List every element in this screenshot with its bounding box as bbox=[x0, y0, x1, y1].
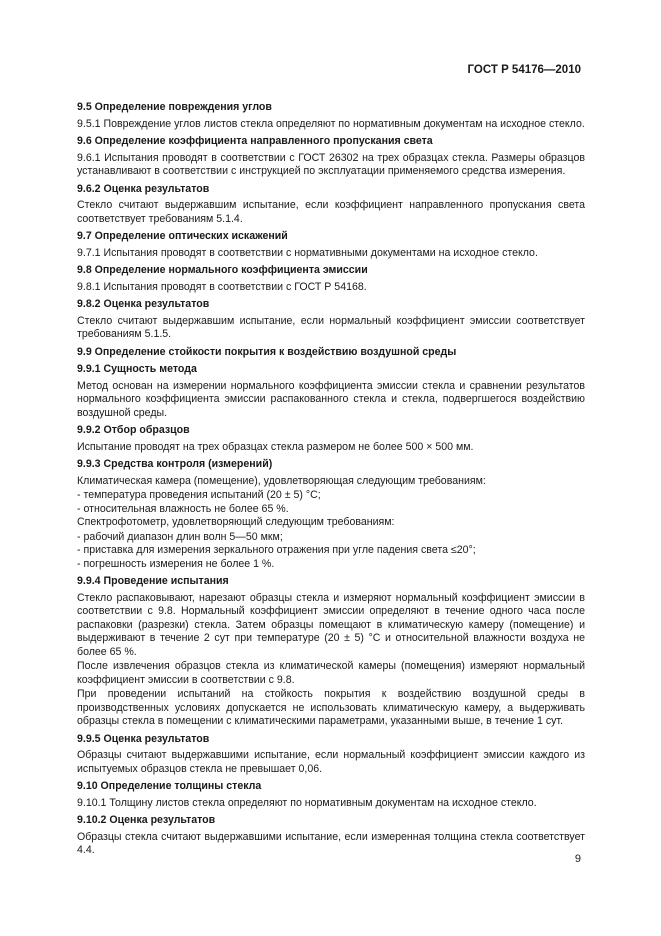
paragraph: Климатическая камера (помещение), удовлетворяющая следующим требованиям: bbox=[77, 474, 486, 487]
paragraph: 9.7.1 Испытания проводят в соответствии с нормативными документами на исходное стекло. bbox=[77, 246, 538, 259]
paragraph: 9.6.1 Испытания проводят в соответствии с ГОСТ 26302 на трех образцах стекла. Размеры образцов устанавливают в соответствии с инструкцией по эксплуатации применяемого средства измерения. bbox=[77, 151, 585, 177]
paragraph: 9.5.1 Повреждение углов листов стекла определяют по нормативным документам на исходное стекло. bbox=[77, 117, 585, 130]
list-item: - приставка для измерения зеркального отражения при угле падения света ≤20°; bbox=[77, 544, 476, 556]
section-heading: 9.9.2 Отбор образцов bbox=[77, 424, 190, 436]
paragraph: При проведении испытаний на стойкость покрытия к воздействию воздушной среды в производственных условиях допускается не использовать климатическую камеру, а выдерживать образцы стекла в помещении с климатическими параметрами, указанными выше, в течение 1 сут. bbox=[77, 688, 585, 727]
section-heading: 9.10 Определение толщины стекла bbox=[77, 780, 262, 792]
section-heading: 9.8.2 Оценка результатов bbox=[77, 298, 210, 310]
section-heading: 9.9.3 Средства контроля (измерений) bbox=[77, 458, 273, 470]
paragraph: После извлечения образцов стекла из климатической камеры (помещения) измеряют нормальный коэффициент эмиссии в соответствии с 9.8. bbox=[77, 660, 585, 686]
standard-header: ГОСТ Р 54176—2010 bbox=[467, 64, 581, 76]
list-item: - рабочий диапазон длин волн 5—50 мкм; bbox=[77, 530, 283, 543]
paragraph: Метод основан на измерении нормального коэффициента эмиссии стекла и сравнении результатов нормального коэффициента эмиссии распакованного стекла и стекла, подвергшегося воздействию воздушной среды. bbox=[77, 379, 585, 419]
paragraph: 9.8.1 Испытания проводят в соответствии с ГОСТ Р 54168. bbox=[77, 280, 367, 293]
paragraph: 9.10.1 Толщину листов стекла определяют по нормативным документам на исходное стекло. bbox=[77, 796, 537, 809]
document-body bbox=[77, 97, 585, 859]
paragraph: Стекло считают выдержавшим испытание, если нормальный коэффициент эмиссии соответствует требованиям 5.1.5. bbox=[77, 314, 585, 340]
page-number: 9 bbox=[574, 853, 581, 865]
paragraph: Испытание проводят на трех образцах стекла размером не более 500 × 500 мм. bbox=[77, 440, 474, 453]
paragraph: Стекло распаковывают, нарезают образцы стекла и измеряют нормальный коэффициент эмиссии в соответствии с 9.8. Нормальный коэффициент эмиссии определяют в течение одного часа после распаковки (разрезки) стекла. Затем образцы помещают в климатическую камеру (помещение) и выдерживают в течение 2 сут при температуре (20 ± 5) °С и относительной влажности воздуха не более 65 %. bbox=[77, 591, 585, 658]
list-item: - погрешность измерения не более 1 %. bbox=[77, 557, 275, 570]
section-heading: 9.9.4 Проведение испытания bbox=[77, 575, 229, 587]
section-heading: 9.5 Определение повреждения углов bbox=[77, 101, 272, 113]
section-heading: 9.6.2 Оценка результатов bbox=[77, 182, 210, 195]
paragraph: Образцы считают выдержавшими испытание, если нормальный коэффициент эмиссии каждого из испытуемых образцов стекла не превышает 0,06. bbox=[77, 749, 585, 775]
paragraph: Спектрофотометр, удовлетворяющий следующим требованиям: bbox=[77, 516, 395, 528]
section-heading: 9.9.5 Оценка результатов bbox=[77, 732, 210, 745]
section-heading: 9.9 Определение стойкости покрытия к воздействию воздушной среды bbox=[77, 345, 457, 358]
section-heading: 9.7 Определение оптических искажений bbox=[77, 230, 288, 242]
list-item: - температура проведения испытаний (20 ± 5) °С; bbox=[77, 489, 321, 501]
paragraph: Образцы стекла считают выдержавшими испытание, если измеренная толщина стекла соответствует 4.4. bbox=[77, 830, 585, 856]
section-heading: 9.6 Определение коэффициента направленного пропускания света bbox=[77, 135, 433, 147]
section-heading: 9.8 Определение нормального коэффициента эмиссии bbox=[77, 264, 368, 276]
paragraph: Стекло считают выдержавшим испытание, если коэффициент направленного пропускания света соответствует требованиям 5.1.4. bbox=[77, 199, 585, 225]
section-heading: 9.9.1 Сущность метода bbox=[77, 363, 197, 375]
section-heading: 9.10.2 Оценка результатов bbox=[77, 814, 216, 826]
list-item: - относительная влажность не более 65 %. bbox=[77, 502, 289, 515]
